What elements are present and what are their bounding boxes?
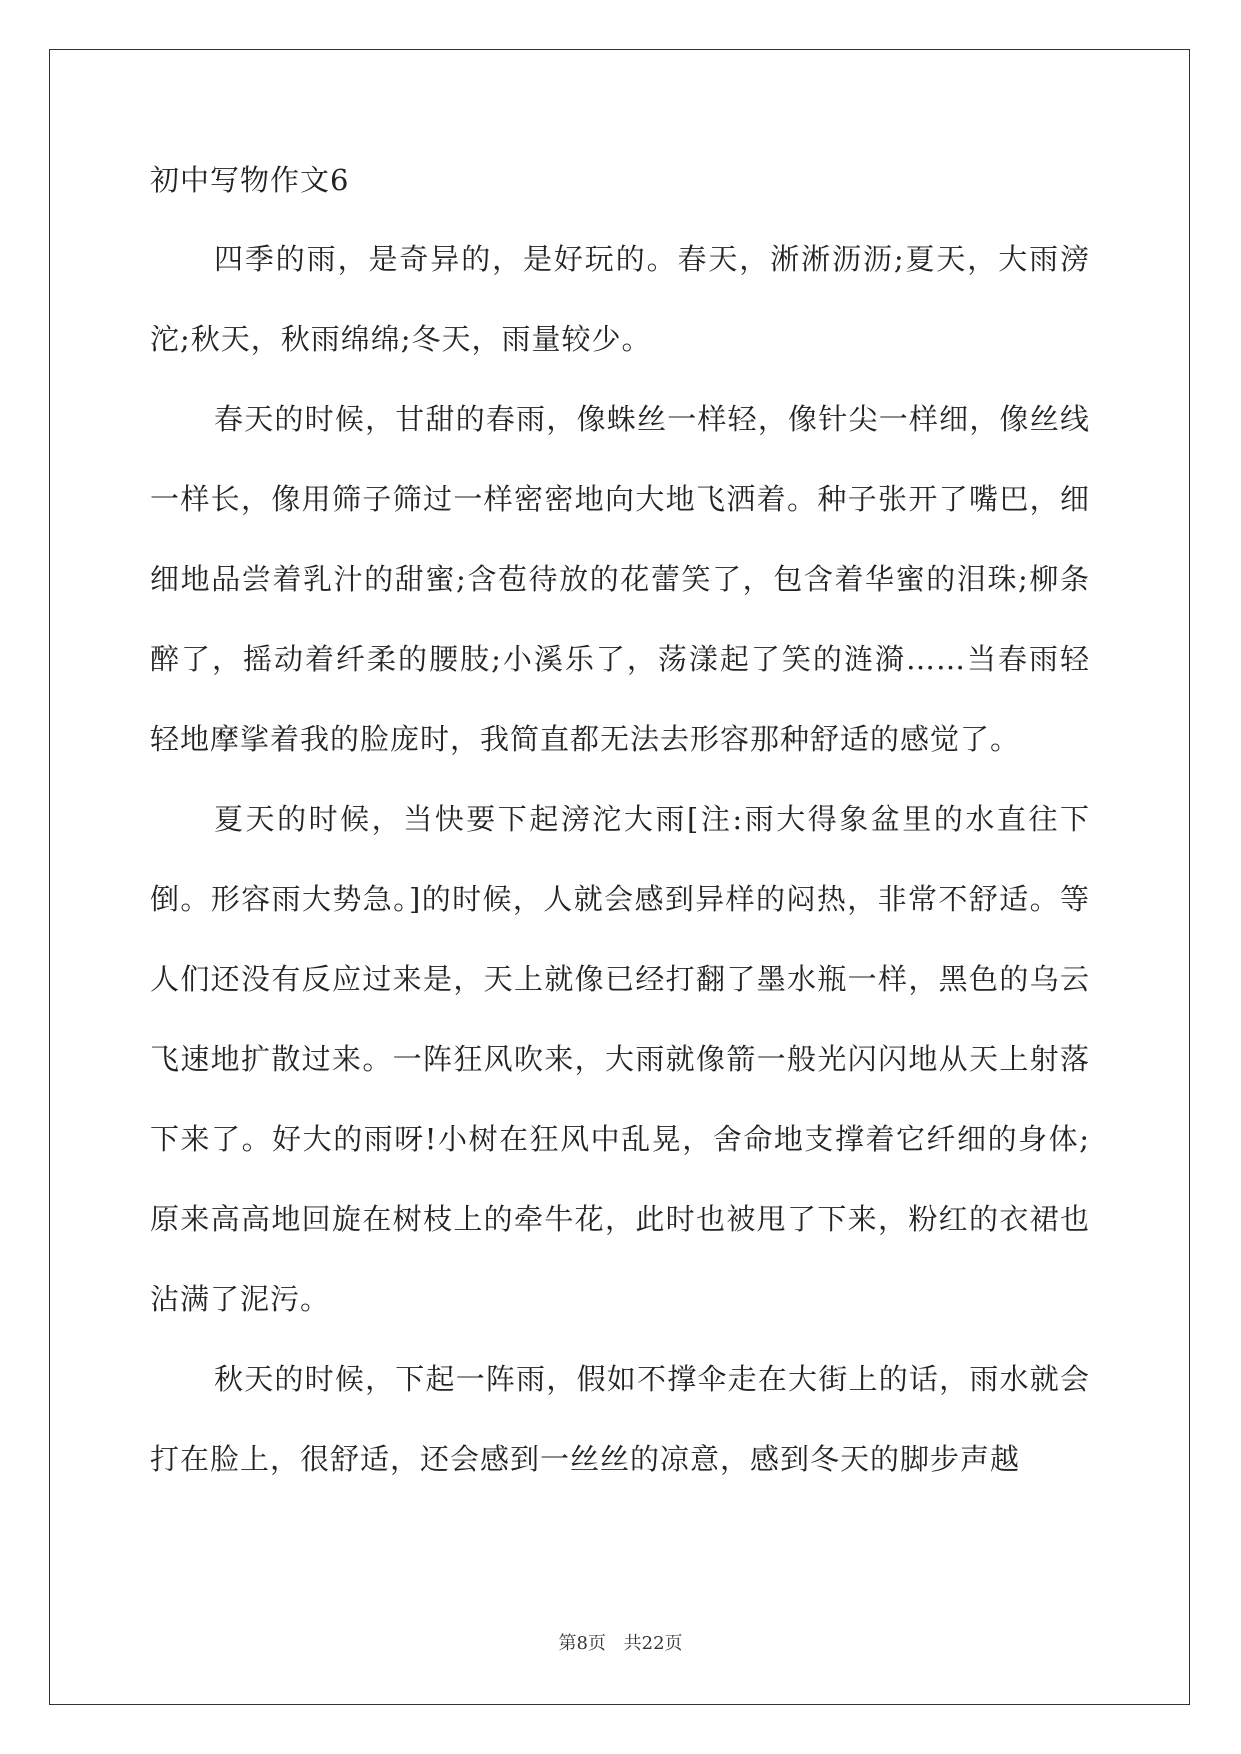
document-title: 初中写物作文6	[150, 163, 350, 197]
paragraph-spring: 春天的时候，甘甜的春雨，像蛛丝一样轻，像针尖一样细，像丝线一样长，像用筛子筛过一样密密地向大地飞洒着。种子张开了嘴巴，细细地品尝着乳汁的甜蜜;含苞待放的花蕾笑了，包含着华蜜的泪珠;柳条醉了，摇动着纤柔的腰肢;小溪乐了，荡漾起了笑的涟漪……当春雨轻轻地摩挲着我的脸庞时，我简直都无法去形容那种舒适的感觉了。	[150, 402, 1090, 756]
page-total: 共22页	[623, 1633, 683, 1654]
document-body	[150, 160, 1090, 1499]
paragraph-intro: 四季的雨，是奇异的，是好玩的。春天，淅淅沥沥;夏天，大雨滂沱;秋天，秋雨绵绵;冬天，雨量较少。	[150, 242, 1090, 356]
paragraph-summer: 夏天的时候，当快要下起滂沱大雨[注:雨大得象盆里的水直往下倒。形容雨大势急。]的时候，人就会感到异样的闷热，非常不舒适。等人们还没有反应过来是，天上就像已经打翻了墨水瓶一样，黑色的乌云飞速地扩散过来。一阵狂风吹来，大雨就像箭一般光闪闪地从天上射落下来了。好大的雨呀!小树在狂风中乱晃，舍命地支撑着它纤细的身体;原来高高地回旋在树枝上的牵牛花，此时也被甩了下来，粉红的衣裙也沾满了泥污。	[150, 802, 1090, 1316]
paragraph-autumn: 秋天的时候，下起一阵雨，假如不撑伞走在大街上的话，雨水就会打在脸上，很舒适，还会感到一丝丝的凉意，感到冬天的脚步声越	[150, 1362, 1090, 1476]
page-footer	[0, 1629, 1241, 1655]
page-number: 第8页	[558, 1633, 606, 1654]
